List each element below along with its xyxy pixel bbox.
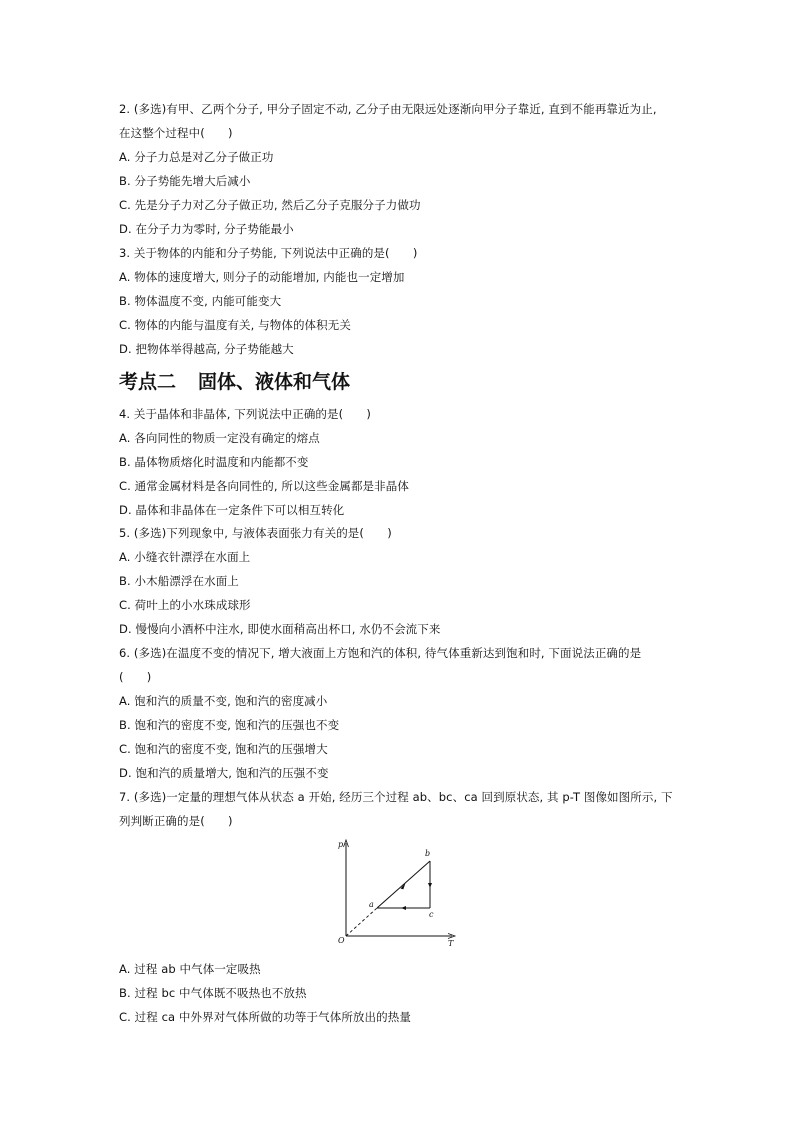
q5-option-b: B. 小木船漂浮在水面上 [119, 574, 239, 588]
origin-label: O [338, 936, 345, 945]
p-axis-label: p [338, 840, 344, 849]
q3-option-a: A. 物体的速度增大, 则分子的动能增加, 内能也一定增加 [119, 270, 405, 284]
q6-option-b: B. 饱和汽的密度不变, 饱和汽的压强也不变 [119, 718, 340, 732]
q6-option-d: D. 饱和汽的质量增大, 饱和汽的压强不变 [119, 766, 329, 780]
q2-option-b: B. 分子势能先增大后减小 [119, 174, 251, 188]
q5-option-a: A. 小缝衣针漂浮在水面上 [119, 550, 251, 564]
q2-option-a: A. 分子力总是对乙分子做正功 [119, 150, 274, 164]
section-heading [119, 370, 350, 394]
q7-option-a: A. 过程 ab 中气体一定吸热 [119, 962, 261, 976]
process-ca-arrow-icon [401, 906, 406, 910]
p-t-diagram [334, 837, 464, 952]
q7-option-c: C. 过程 ca 中外界对气体所做的功等于气体所放出的热量 [119, 1010, 411, 1024]
section-title: 固体、液体和气体 [198, 371, 351, 393]
point-b-label: b [425, 849, 431, 858]
q5-stem: 5. (多选)下列现象中, 与液体表面张力有关的是( ) [119, 526, 392, 540]
q4-option-b: B. 晶体物质熔化时温度和内能都不变 [119, 455, 309, 469]
q2-stem-line2: 在这整个过程中( ) [119, 126, 233, 140]
q6-option-a: A. 饱和汽的质量不变, 饱和汽的密度减小 [119, 694, 328, 708]
section-label: 考点二 [119, 371, 177, 393]
process-bc-arrow-icon [428, 883, 432, 888]
dashed-extension-line [346, 908, 377, 936]
point-c-label: c [429, 910, 434, 919]
process-ab-line [377, 861, 430, 908]
q3-option-d: D. 把物体举得越高, 分子势能越大 [119, 342, 294, 356]
q4-option-c: C. 通常金属材料是各向同性的, 所以这些金属都是非晶体 [119, 479, 409, 493]
q3-stem: 3. 关于物体的内能和分子势能, 下列说法中正确的是( ) [119, 246, 418, 260]
q7-option-b: B. 过程 bc 中气体既不吸热也不放热 [119, 986, 307, 1000]
q7-stem-line2: 列判断正确的是( ) [119, 814, 233, 828]
q6-option-c: C. 饱和汽的密度不变, 饱和汽的压强增大 [119, 742, 328, 756]
q6-stem-line1: 6. (多选)在温度不变的情况下, 增大液面上方饱和汽的体积, 待气体重新达到饱和时, 下面说法正确的是 [119, 646, 642, 660]
point-a-label: a [369, 900, 374, 909]
q4-option-a: A. 各向同性的物质一定没有确定的熔点 [119, 431, 320, 445]
q2-option-d: D. 在分子力为零时, 分子势能最小 [119, 222, 294, 236]
t-axis-label: T [448, 939, 454, 948]
q3-option-c: C. 物体的内能与温度有关, 与物体的体积无关 [119, 318, 351, 332]
q4-option-d: D. 晶体和非晶体在一定条件下可以相互转化 [119, 503, 345, 517]
q5-option-d: D. 慢慢向小酒杯中注水, 即使水面稍高出杯口, 水仍不会流下来 [119, 622, 441, 636]
q6-stem-line2: ( ) [119, 670, 152, 684]
q4-stem: 4. 关于晶体和非晶体, 下列说法中正确的是( ) [119, 407, 372, 421]
q5-option-c: C. 荷叶上的小水珠成球形 [119, 598, 251, 612]
q3-option-b: B. 物体温度不变, 内能可能变大 [119, 294, 282, 308]
q2-option-c: C. 先是分子力对乙分子做正功, 然后乙分子克服分子力做功 [119, 198, 421, 212]
q2-stem-line1: 2. (多选)有甲、乙两个分子, 甲分子固定不动, 乙分子由无限远处逐渐向甲分子靠近, 直到不能再靠近为止, [119, 102, 657, 116]
q7-stem-line1: 7. (多选)一定量的理想气体从状态 a 开始, 经历三个过程 ab、bc、ca 回到原状态, 其 p-T 图像如图所示, 下 [119, 790, 673, 804]
